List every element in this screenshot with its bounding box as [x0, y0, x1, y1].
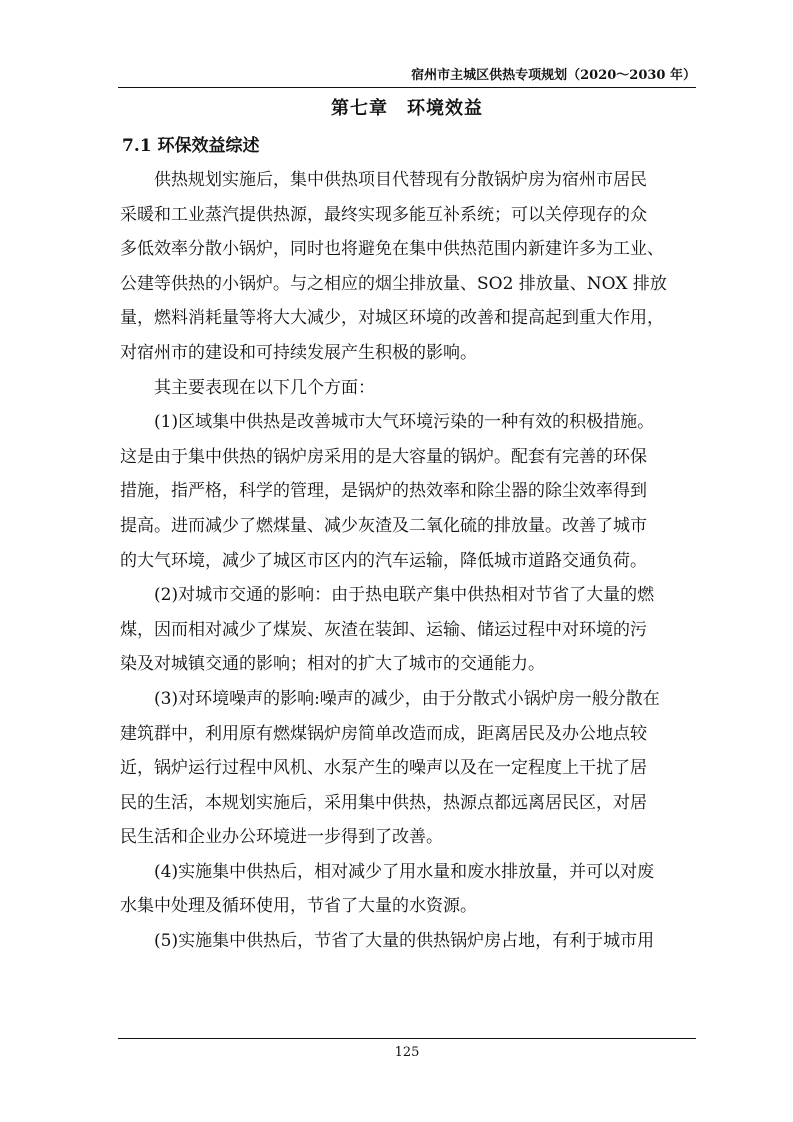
paragraph-line: 水集中处理及循环使用，节省了大量的水资源。	[120, 896, 477, 917]
page-number: 125	[394, 1045, 420, 1060]
footer-rule	[118, 1038, 696, 1039]
paragraph-line: 措施，指严格，科学的管理，是锅炉的热效率和除尘器的除尘效率得到	[120, 481, 647, 502]
paragraph-line: (2)对城市交通的影响：由于热电联产集中供热相对节省了大量的燃	[154, 585, 655, 606]
paragraph-line: 其主要表现在以下几个方面：	[154, 377, 375, 398]
paragraph-line: 煤，因而相对减少了煤炭、灰渣在装卸、运输、储运过程中对环境的污	[120, 619, 647, 640]
paragraph-line: (3)对环境噪声的影响:噪声的减少，由于分散式小锅炉房一般分散在	[154, 688, 660, 709]
paragraph-line: 建筑群中，利用原有燃煤锅炉房简单改造而成，距离居民及办公地点较	[120, 723, 647, 744]
paragraph-line: 公建等供热的小锅炉。与之相应的烟尘排放量、SO2 排放量、NOX 排放	[120, 273, 667, 294]
chapter-title: 第七章 环境效益	[331, 98, 483, 119]
section-heading: 7.1 环保效益综述	[122, 136, 260, 156]
paragraph-line: 多低效率分散小锅炉，同时也将避免在集中供热范围内新建许多为工业、	[120, 239, 664, 260]
paragraph-line: 染及对城镇交通的影响；相对的扩大了城市的交通能力。	[120, 654, 545, 675]
paragraph-line: 提高。进而减少了燃煤量、减少灰渣及二氧化硫的排放量。改善了城市	[120, 515, 647, 536]
paragraph-line: 量，燃料消耗量等将大大减少，对城区环境的改善和提高起到重大作用，	[120, 308, 664, 329]
paragraph-line: 采暖和工业蒸汽提供热源，最终实现多能互补系统；可以关停现存的众	[120, 204, 647, 225]
body-text	[120, 163, 696, 959]
paragraph-line: 供热规划实施后，集中供热项目代替现有分散锅炉房为宿州市居民	[154, 170, 647, 190]
running-header: 宿州市主城区供热专项规划（2020～2030 年）	[411, 68, 696, 83]
header-rule	[118, 87, 696, 88]
paragraph-line: 民的生活，本规划实施后，采用集中供热，热源点都远离居民区，对居	[120, 792, 647, 813]
paragraph-line: 民生活和企业办公环境进一步得到了改善。	[120, 827, 443, 848]
paragraph-line: 的大气环境，减少了城区市区内的汽车运输，降低城市道路交通负荷。	[120, 550, 647, 571]
paragraph-line: (1)区域集中供热是改善城市大气环境污染的一种有效的积极措施。	[154, 412, 655, 433]
paragraph-line: (5)实施集中供热后，节省了大量的供热锅炉房占地，有利于城市用	[154, 931, 655, 952]
paragraph-line: 这是由于集中供热的锅炉房采用的是大容量的锅炉。配套有完善的环保	[120, 446, 647, 467]
paragraph-line: 对宿州市的建设和可持续发展产生积极的影响。	[120, 342, 477, 363]
paragraph-line: (4)实施集中供热后，相对减少了用水量和废水排放量，并可以对废	[154, 861, 655, 882]
paragraph-line: 近，锅炉运行过程中风机、水泵产生的噪声以及在一定程度上干扰了居	[120, 758, 647, 779]
